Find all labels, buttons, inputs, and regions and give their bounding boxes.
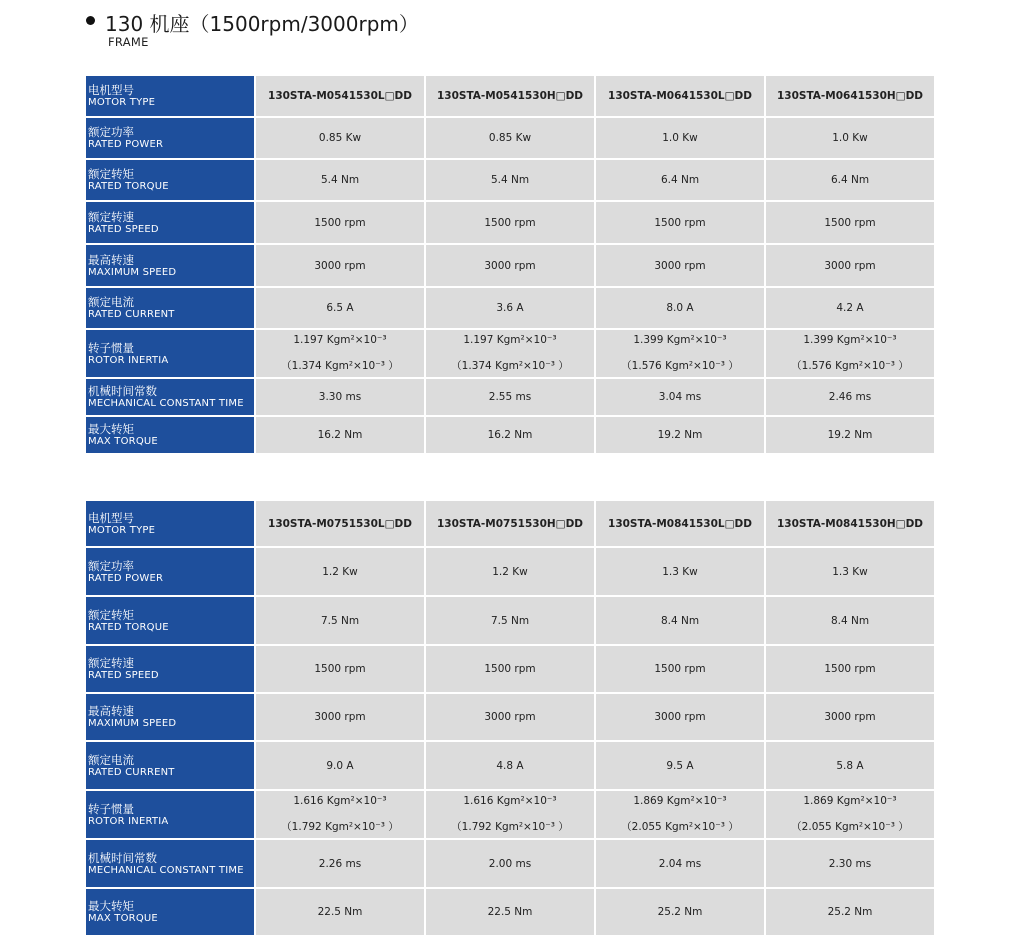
model-cell — [426, 76, 594, 116]
value-cell — [596, 742, 764, 789]
cell-value: 1500 rpm — [314, 216, 366, 229]
row-label — [86, 694, 254, 740]
cell-value: 1.2 Kw — [492, 565, 528, 578]
value-cell — [256, 840, 424, 887]
row-label-en: ROTOR INERTIA — [88, 354, 169, 366]
row-label-cn: 额定转矩 — [88, 607, 134, 622]
cell-value: 6.5 A — [326, 302, 354, 314]
row-label — [86, 791, 254, 838]
row-label-cn: 最高转速 — [88, 704, 134, 718]
value-cell — [766, 646, 934, 692]
cell-value: 3000 rpm — [484, 711, 536, 723]
cell-value: 16.2 Nm — [317, 429, 363, 441]
table-row — [86, 791, 934, 838]
value-cell — [256, 597, 424, 644]
row-label-en: RATED POWER — [88, 139, 164, 150]
value-cell — [426, 889, 594, 935]
cell-value: 1500 rpm — [314, 663, 366, 675]
cell-value: 130STA-M0641530H□DD — [776, 90, 924, 102]
cell-value: 3000 rpm — [654, 711, 706, 723]
cell-value: 2.30 ms — [828, 857, 872, 870]
row-label-cn: 最高转速 — [88, 252, 134, 267]
cell-value: 16.2 Nm — [487, 429, 533, 441]
row-label-cn: 转子惯量 — [88, 801, 134, 816]
cell-value: 3000 rpm — [314, 259, 366, 272]
section-title: 130 机座（1500rpm/3000rpm） — [105, 12, 419, 36]
row-label-en: RATED SPEED — [88, 670, 159, 681]
cell-value: 3.04 ms — [658, 391, 702, 403]
row-label-cn: 最大转矩 — [88, 422, 134, 436]
cell-value: 1.197 Kgm²×10⁻³ — [463, 334, 557, 346]
table-row — [86, 417, 934, 453]
cell-value: 2.26 ms — [318, 857, 362, 870]
value-cell — [596, 417, 764, 453]
row-label-cn: 额定转速 — [88, 656, 134, 670]
table-row — [86, 118, 934, 158]
value-cell — [766, 694, 934, 740]
row-label-en: RATED POWER — [88, 572, 164, 584]
row-label-en: MECHANICAL CONSTANT TIME — [88, 398, 244, 409]
value-cell — [426, 118, 594, 158]
cell-value: 2.00 ms — [488, 857, 532, 870]
model-cell — [426, 501, 594, 546]
row-label-cn: 电机型号 — [88, 510, 134, 525]
cell-value: 25.2 Nm — [657, 906, 703, 918]
value-cell — [766, 330, 934, 377]
row-label-cn: 转子惯量 — [88, 340, 134, 355]
cell-value: 1500 rpm — [484, 216, 536, 229]
table-row — [86, 597, 934, 644]
cell-value: 1.399 Kgm²×10⁻³ — [803, 334, 897, 346]
value-cell — [256, 548, 424, 595]
value-cell — [256, 417, 424, 453]
cell-value-secondary: （1.576 Kgm²×10⁻³ ） — [791, 360, 909, 372]
value-cell — [766, 417, 934, 453]
bullet-icon — [86, 16, 95, 25]
value-cell — [256, 379, 424, 415]
row-label-cn: 最大转矩 — [88, 899, 134, 913]
row-label — [86, 840, 254, 887]
section-subtitle: FRAME — [108, 35, 149, 49]
cell-value: 3000 rpm — [824, 711, 876, 723]
value-cell — [596, 118, 764, 158]
value-cell — [426, 417, 594, 453]
cell-value: 25.2 Nm — [827, 906, 873, 918]
value-cell — [596, 646, 764, 692]
cell-value: 130STA-M0641530L□DD — [608, 90, 752, 102]
value-cell — [426, 548, 594, 595]
value-cell — [596, 840, 764, 887]
row-label-cn: 额定功率 — [88, 125, 134, 139]
table-row — [86, 330, 934, 377]
cell-value: 8.0 A — [666, 302, 694, 314]
cell-value: 1.399 Kgm²×10⁻³ — [633, 334, 727, 346]
value-cell — [596, 548, 764, 595]
cell-value: 7.5 Nm — [320, 614, 360, 627]
cell-value-secondary: （2.055 Kgm²×10⁻³ ） — [621, 821, 739, 833]
value-cell — [426, 202, 594, 243]
cell-value: 1.0 Kw — [662, 132, 698, 144]
table-row — [86, 245, 934, 286]
table-row — [86, 160, 934, 200]
cell-value: 130STA-M0841530L□DD — [608, 517, 752, 530]
table-row — [86, 646, 934, 692]
cell-value: 19.2 Nm — [657, 429, 703, 441]
value-cell — [766, 742, 934, 789]
row-label — [86, 379, 254, 415]
row-label — [86, 76, 254, 116]
row-label — [86, 288, 254, 328]
value-cell — [256, 330, 424, 377]
cell-value: 1.2 Kw — [322, 565, 358, 578]
value-cell — [596, 160, 764, 200]
value-cell — [426, 742, 594, 789]
cell-value-secondary: （1.374 Kgm²×10⁻³ ） — [451, 360, 569, 372]
cell-value: 130STA-M0541530L□DD — [268, 90, 412, 102]
value-cell — [426, 160, 594, 200]
row-label — [86, 889, 254, 935]
cell-value: 3.30 ms — [318, 391, 362, 403]
value-cell — [596, 245, 764, 286]
cell-value: 1.0 Kw — [832, 132, 868, 144]
value-cell — [426, 840, 594, 887]
cell-value: 0.85 Kw — [488, 132, 532, 144]
row-label — [86, 501, 254, 546]
table-row — [86, 548, 934, 595]
row-label-cn: 机械时间常数 — [88, 850, 157, 865]
value-cell — [766, 160, 934, 200]
cell-value: 1.616 Kgm²×10⁻³ — [463, 795, 557, 807]
value-cell — [596, 202, 764, 243]
value-cell — [426, 379, 594, 415]
cell-value: 22.5 Nm — [317, 906, 363, 918]
cell-value: 3000 rpm — [824, 259, 876, 272]
row-label — [86, 548, 254, 595]
value-cell — [766, 202, 934, 243]
value-cell — [256, 646, 424, 692]
cell-value: 1.869 Kgm²×10⁻³ — [803, 795, 897, 807]
value-cell — [256, 694, 424, 740]
value-cell — [256, 889, 424, 935]
cell-value: 1.3 Kw — [662, 565, 698, 578]
row-label-en: RATED TORQUE — [88, 621, 169, 633]
row-label — [86, 597, 254, 644]
cell-value: 130STA-M0751530H□DD — [436, 517, 584, 530]
row-label-cn: 额定电流 — [88, 295, 134, 309]
cell-value: 1500 rpm — [654, 663, 706, 675]
row-label-en: RATED CURRENT — [88, 766, 175, 778]
value-cell — [766, 791, 934, 838]
row-label — [86, 646, 254, 692]
value-cell — [426, 646, 594, 692]
value-cell — [426, 245, 594, 286]
row-label-en: MOTOR TYPE — [88, 97, 156, 108]
value-cell — [766, 889, 934, 935]
value-cell — [766, 245, 934, 286]
cell-value: 6.4 Nm — [830, 174, 870, 186]
value-cell — [596, 379, 764, 415]
value-cell — [596, 791, 764, 838]
row-label-en: ROTOR INERTIA — [88, 815, 169, 827]
table-row — [86, 288, 934, 328]
cell-value: 3000 rpm — [484, 259, 536, 272]
cell-value-secondary: （1.792 Kgm²×10⁻³ ） — [281, 821, 399, 833]
row-label-en: MAXIMUM SPEED — [88, 718, 177, 729]
spec-table-2 — [84, 499, 936, 937]
cell-value: 1500 rpm — [654, 216, 706, 229]
value-cell — [426, 597, 594, 644]
value-cell — [426, 288, 594, 328]
value-cell — [256, 160, 424, 200]
table-row — [86, 742, 934, 789]
cell-value: 1500 rpm — [484, 663, 536, 675]
cell-value: 22.5 Nm — [487, 906, 533, 918]
cell-value: 1500 rpm — [824, 216, 876, 229]
model-cell — [766, 501, 934, 546]
cell-value: 130STA-M0541530H□DD — [436, 90, 584, 102]
cell-value: 5.4 Nm — [320, 174, 360, 186]
row-label-cn: 额定转矩 — [88, 167, 134, 181]
cell-value: 19.2 Nm — [827, 429, 873, 441]
value-cell — [766, 840, 934, 887]
row-label-cn: 额定电流 — [88, 752, 134, 767]
value-cell — [766, 118, 934, 158]
row-label-en: MAX TORQUE — [88, 913, 158, 924]
cell-value: 3.6 A — [496, 302, 524, 314]
value-cell — [256, 288, 424, 328]
row-label-cn: 电机型号 — [88, 83, 134, 97]
value-cell — [256, 742, 424, 789]
row-label-en: MAX TORQUE — [88, 436, 158, 447]
row-label — [86, 245, 254, 286]
row-label — [86, 417, 254, 453]
table-row — [86, 379, 934, 415]
cell-value: 1.869 Kgm²×10⁻³ — [633, 795, 727, 807]
row-label-en: MAXIMUM SPEED — [88, 266, 177, 278]
row-label-cn: 额定转速 — [88, 209, 134, 224]
value-cell — [766, 597, 934, 644]
value-cell — [596, 889, 764, 935]
cell-value: 4.8 A — [496, 759, 524, 772]
cell-value: 2.46 ms — [828, 391, 872, 403]
table-row — [86, 840, 934, 887]
row-label — [86, 330, 254, 377]
cell-value: 8.4 Nm — [660, 614, 700, 627]
row-label-en: RATED CURRENT — [88, 309, 175, 320]
cell-value: 130STA-M0841530H□DD — [776, 517, 924, 530]
value-cell — [256, 245, 424, 286]
row-label — [86, 160, 254, 200]
model-cell — [256, 76, 424, 116]
cell-value: 9.0 A — [326, 759, 354, 772]
cell-value: 3000 rpm — [314, 711, 366, 723]
cell-value: 9.5 A — [666, 759, 694, 772]
row-label — [86, 118, 254, 158]
value-cell — [596, 597, 764, 644]
row-label — [86, 742, 254, 789]
model-cell — [766, 76, 934, 116]
value-cell — [596, 694, 764, 740]
cell-value: 0.85 Kw — [318, 132, 362, 144]
row-label — [86, 202, 254, 243]
cell-value: 1500 rpm — [824, 663, 876, 675]
value-cell — [256, 118, 424, 158]
table-row — [86, 202, 934, 243]
cell-value: 6.4 Nm — [660, 174, 700, 186]
value-cell — [426, 694, 594, 740]
table-row — [86, 889, 934, 935]
cell-value: 7.5 Nm — [490, 614, 530, 627]
cell-value: 2.55 ms — [488, 391, 532, 403]
value-cell — [256, 202, 424, 243]
cell-value-secondary: （1.792 Kgm²×10⁻³ ） — [451, 821, 569, 833]
row-label-en: RATED SPEED — [88, 223, 159, 235]
model-cell — [256, 501, 424, 546]
table-row — [86, 501, 934, 546]
cell-value: 1.3 Kw — [832, 565, 868, 578]
cell-value-secondary: （1.374 Kgm²×10⁻³ ） — [281, 360, 399, 372]
value-cell — [766, 379, 934, 415]
cell-value: 1.197 Kgm²×10⁻³ — [293, 334, 387, 346]
cell-value: 8.4 Nm — [830, 614, 870, 627]
model-cell — [596, 501, 764, 546]
cell-value: 4.2 A — [836, 302, 864, 314]
cell-value: 5.8 A — [836, 759, 864, 772]
cell-value-secondary: （1.576 Kgm²×10⁻³ ） — [621, 360, 739, 372]
value-cell — [596, 330, 764, 377]
row-label-cn: 额定功率 — [88, 558, 134, 573]
cell-value: 1.616 Kgm²×10⁻³ — [293, 795, 387, 807]
row-label-en: MECHANICAL CONSTANT TIME — [88, 864, 244, 876]
spec-table-1 — [84, 74, 936, 455]
row-label-cn: 机械时间常数 — [88, 384, 157, 398]
cell-value: 130STA-M0751530L□DD — [268, 517, 412, 530]
table-row — [86, 694, 934, 740]
cell-value: 2.04 ms — [658, 857, 702, 870]
value-cell — [596, 288, 764, 328]
cell-value: 3000 rpm — [654, 259, 706, 272]
value-cell — [426, 330, 594, 377]
value-cell — [766, 548, 934, 595]
row-label-en: MOTOR TYPE — [88, 524, 156, 536]
value-cell — [766, 288, 934, 328]
value-cell — [426, 791, 594, 838]
cell-value: 5.4 Nm — [490, 174, 530, 186]
cell-value-secondary: （2.055 Kgm²×10⁻³ ） — [791, 821, 909, 833]
table-row — [86, 76, 934, 116]
value-cell — [256, 791, 424, 838]
row-label-en: RATED TORQUE — [88, 181, 169, 192]
model-cell — [596, 76, 764, 116]
